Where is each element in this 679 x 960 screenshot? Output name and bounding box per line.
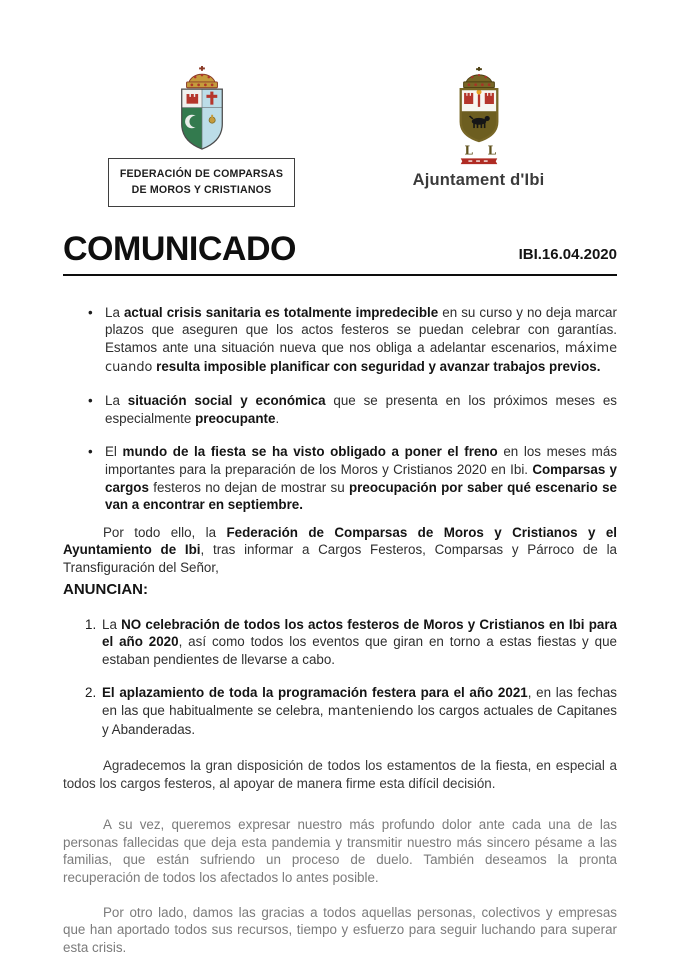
bullet-text: El mundo de la fiesta se ha visto obligado a poner el freno en los meses más importantes para la preparación de los Moros y Cristianos 2020 en Ibi. Comparsas y cargos festeros no dejan de mostrar su preocupación por saber qué escenario se van a encontrar en septiembre. xyxy=(105,444,617,513)
ibi-shield-icon xyxy=(460,89,497,141)
item-number: 1. xyxy=(85,616,97,632)
bullet-marker: • xyxy=(88,393,93,409)
council-letter-left: L xyxy=(464,143,473,158)
federation-crown-icon xyxy=(186,66,217,88)
bullet-item xyxy=(63,443,617,513)
numbered-text: El aplazamiento de toda la programación festera para el año 2021, en las fechas en las que habitualmente se celebra, manteniendo los cargos actuales de Capitanes y Abanderadas. xyxy=(102,685,617,737)
item-number: 2. xyxy=(85,685,97,701)
page-title: COMUNICADO xyxy=(63,229,296,268)
federation-name-box xyxy=(108,158,295,207)
federation-shield-icon xyxy=(181,89,222,149)
closing-paragraph-thanks: Agradecemos la gran disposición de todos los estamentos de la fiesta, en especial a todos los cargos festeros, al apoyar de manera firme esta difícil decisión. xyxy=(63,758,617,791)
ibi-crown-icon xyxy=(463,67,494,88)
numbered-item xyxy=(63,616,617,669)
castle-icon xyxy=(186,94,198,104)
council-logo-block xyxy=(340,66,617,190)
numbered-list xyxy=(63,616,617,739)
federation-name-line2: DE MOROS Y CRISTIANOS xyxy=(131,184,272,197)
numbered-item xyxy=(63,684,617,738)
bullet-item xyxy=(63,304,617,376)
federation-name-line1: FEDERACIÓN DE COMPARSAS xyxy=(119,168,284,180)
document-header xyxy=(63,66,617,207)
federation-logo-block xyxy=(63,66,340,207)
ibi-crest-icon xyxy=(448,66,510,168)
numbered-text: La NO celebración de todos los actos festeros de Moros y Cristianos en Ibi para el año 2020, así como todos los eventos que giran en torno a estas fiestas y que estaban pendientes de llevarse a cabo. xyxy=(102,616,617,667)
bullet-list xyxy=(63,304,617,514)
council-name: Ajuntament d'Ibi xyxy=(412,171,545,189)
announcement-intro: Por todo ello, la Federación de Comparsas de Moros y Cristianos y el Ayuntamiento de Ibi, tras informar a Cargos Festeros, Comparsas y Párroco de la Transfiguración del Señor, xyxy=(63,524,617,575)
closing-paragraph-gratitude: Por otro lado, damos las gracias a todos aquellas personas, colectivos y empresas que han aportado todos sus recursos, tiempo y esfuerzo para seguir luchando para superar esta crisis. xyxy=(63,904,617,955)
federation-crest-icon xyxy=(173,66,231,151)
bullet-text: La actual crisis sanitaria es totalmente impredecible en su curso y no deja marcar plazos que aseguren que los actos festeros se puedan celebrar con garantías. Estamos ante una situación nueva que nos obliga a adelantar escenarios, máxime cuando resulta imposible planificar con seguridad y avanzar trabajos previos. xyxy=(105,304,617,375)
bullet-marker: • xyxy=(88,304,93,320)
title-row xyxy=(63,229,617,268)
council-letter-right: L xyxy=(487,143,496,158)
ribbon-icon xyxy=(460,158,497,164)
bullet-item xyxy=(63,392,617,427)
announcement-label: ANUNCIAN: xyxy=(63,580,148,598)
closing-paragraph-condolences: A su vez, queremos expresar nuestro más profundo dolor ante cada una de las personas fallecidas que deja esta pandemia y transmitir nuestro más sincero pésame a las familias, que están sufriendo un proceso de duelo. También deseamos la pronta recuperación de todos los afectados lo antes posible. xyxy=(63,817,617,886)
bullet-marker: • xyxy=(88,444,93,460)
bullet-text: La situación social y económica que se presenta en los próximos meses es especialmente preocupante. xyxy=(105,393,617,426)
document-date: IBI.16.04.2020 xyxy=(518,245,617,263)
title-divider xyxy=(63,274,617,276)
